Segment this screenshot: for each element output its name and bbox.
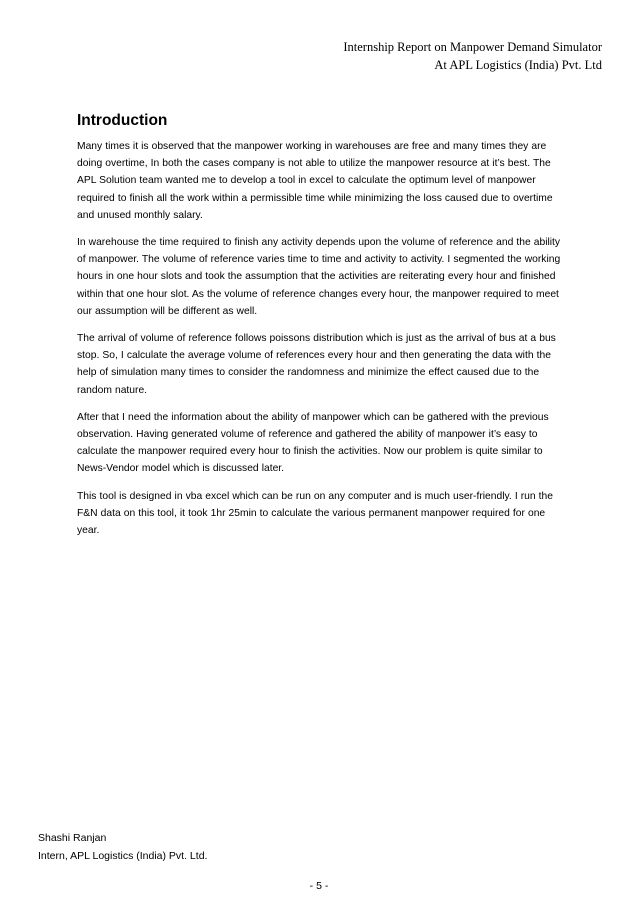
paragraph-5: This tool is designed in vba excel which can be run on any computer and is much user-friendly. I run the F&N data on this tool, it took 1hr 25min to calculate the various permanent manpower required for one year. bbox=[77, 490, 553, 537]
running-header bbox=[343, 38, 602, 74]
page-number: - 5 - bbox=[309, 880, 329, 892]
header-company: At APL Logistics (India) Pvt. Ltd bbox=[434, 58, 602, 72]
paragraph-3: The arrival of volume of reference follows poissons distribution which is just as the arrival of bus at a bus stop. So, I calculate the average volume of references every hour and then generating the data with the help of simulation many times to consider the randomness and minimize the effect caused due to the random nature. bbox=[77, 333, 556, 396]
main-content bbox=[77, 110, 567, 549]
header-report-title: Internship Report on Manpower Demand Simulator bbox=[343, 40, 602, 54]
paragraph-2: In warehouse the time required to finish any activity depends upon the volume of reference and the ability of manpower. The volume of reference varies time to time and activity to activity. I segmented the working hours in one hour slots and took the assumption that the activities are reiterating every hour and finished within that one hour slot. As the volume of reference changes every hour, the manpower required to meet our assumption will be different as well. bbox=[77, 237, 561, 317]
page-footer bbox=[38, 829, 207, 865]
section-title: Introduction bbox=[77, 112, 168, 129]
paragraph-4: After that I need the information about the ability of manpower which can be gathered with the previous observation. Having generated volume of reference and gathered the ability of manpower it’s easy to calculate the manpower required every hour to finish the activities. Now our problem is quite similar to News-Vendor model which is discussed later. bbox=[77, 411, 549, 475]
footer-affiliation: Intern, APL Logistics (India) Pvt. Ltd. bbox=[38, 850, 208, 862]
paragraph-1: Many times it is observed that the manpower working in warehouses are free and many times they are doing overtime, In both the cases company is not able to utilize the manpower resource at it’s best. The APL Solution team wanted me to develop a tool in excel to calculate the optimum level of manpower required to finish all the work within a permissible time while minimizing the loss caused due to overtime and unused monthly salary. bbox=[77, 141, 553, 221]
footer-author: Shashi Ranjan bbox=[38, 832, 107, 844]
